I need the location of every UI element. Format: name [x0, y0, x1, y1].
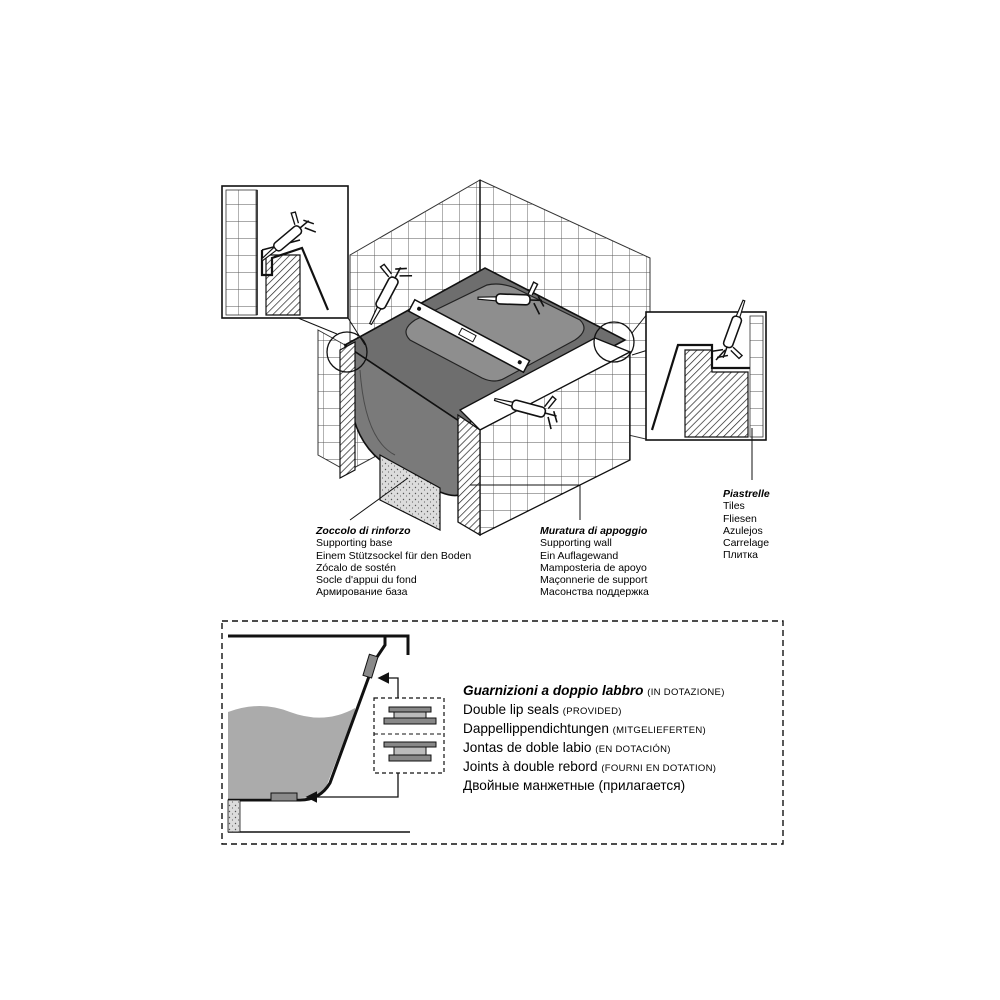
label-line: Масонства поддержка [540, 586, 649, 599]
seals-row-note: (EN DOTACIÓN) [595, 743, 671, 755]
label-line: Carrelage [723, 537, 770, 550]
seals-row-text: Joints à double rebord [463, 758, 598, 774]
seals-row [463, 740, 725, 759]
seals-heading: Guarnizioni a doppio labbro [463, 683, 644, 698]
label-line: Tiles [723, 500, 745, 513]
seals-row-note: (FOURNI EN DOTATION) [601, 762, 717, 774]
seals-row [463, 759, 725, 778]
left-support-wall [340, 342, 355, 478]
label-supporting-base [316, 525, 471, 599]
label-line: Ein Auflagewand [540, 549, 619, 562]
seals-row [463, 702, 725, 721]
seals-row-note: (PROVIDED) [562, 705, 622, 717]
label-supporting-base-heading: Zoccolo di rinforzo [316, 525, 411, 537]
label-line: Azulejos [723, 524, 763, 537]
label-line: Zócalo de sostén [316, 561, 396, 574]
seals-row-text: Двойные манжетные (прилагается) [463, 777, 686, 793]
label-line: Supporting base [316, 537, 393, 550]
label-line: Supporting wall [540, 537, 612, 550]
label-line: Maçonnerie de support [540, 574, 648, 587]
label-line: Fliesen [723, 512, 757, 525]
label-line: Плитка [723, 549, 759, 562]
seals-row [463, 778, 725, 795]
label-tiles-heading: Piastrelle [723, 488, 770, 500]
seals-row [463, 721, 725, 740]
label-line: Einem Stützsockel für den Boden [316, 549, 472, 562]
label-double-lip-seals [463, 683, 725, 794]
detail-inset-left [222, 186, 348, 318]
seals-row-note: (MITGELIEFERTEN) [612, 724, 706, 736]
label-line: Армирование база [316, 586, 408, 599]
label-line: Mamposteria de apoyo [540, 561, 647, 574]
label-line: Socle d'appui du fond [316, 574, 417, 587]
seals-heading-note: (IN DOTAZIONE) [647, 687, 725, 698]
seals-heading-row [463, 683, 725, 702]
label-supporting-wall [540, 525, 649, 599]
seals-row-text: Dappellippendichtungen [463, 720, 609, 736]
seals-row-text: Jontas de doble labio [463, 739, 592, 755]
label-supporting-wall-heading: Muratura di appoggio [540, 525, 648, 537]
detail-inset-right [646, 296, 766, 440]
label-tiles [723, 488, 770, 562]
seals-row-text: Double lip seals [463, 701, 559, 717]
